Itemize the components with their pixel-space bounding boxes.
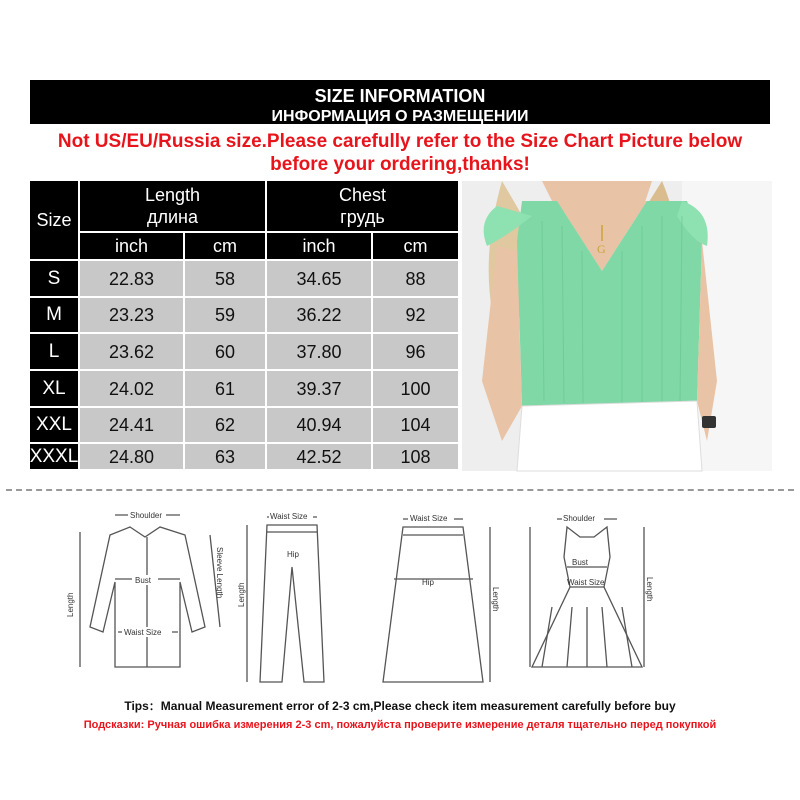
skirt-diagram xyxy=(378,507,503,692)
table-cell: 61 xyxy=(185,371,265,406)
table-cell: 24.41 xyxy=(80,408,183,442)
table-cell: 36.22 xyxy=(267,298,371,332)
skirt-length-label: Length xyxy=(491,587,500,612)
table-cell: 37.80 xyxy=(267,334,371,369)
table-cell: 34.65 xyxy=(267,261,371,296)
unit-header: inch xyxy=(267,233,371,259)
dress-shoulder-label: Shoulder xyxy=(563,514,596,523)
table-cell: 88 xyxy=(373,261,458,296)
table-cell: 24.02 xyxy=(80,371,183,406)
size-table xyxy=(30,181,460,471)
watch xyxy=(702,416,716,428)
banner-title: SIZE INFORMATION xyxy=(314,86,486,106)
table-cell: 58 xyxy=(185,261,265,296)
table-cell: 60 xyxy=(185,334,265,369)
table-cell: 24.80 xyxy=(80,444,183,469)
table-cell: 108 xyxy=(373,444,458,469)
shirt-shoulder-label: Shoulder xyxy=(130,511,163,520)
dress-bust-label: Bust xyxy=(572,558,589,567)
table-cell: 22.83 xyxy=(80,261,183,296)
section-divider xyxy=(6,489,794,491)
size-notice-line1: Not US/EU/Russia size.Please carefully refer to the Size Chart Picture below xyxy=(57,131,743,152)
table-cell: 42.52 xyxy=(267,444,371,469)
table-cell: 23.62 xyxy=(80,334,183,369)
size-label: XXL xyxy=(30,408,78,442)
white-jeans xyxy=(517,401,702,471)
pants-waist-label: Waist Size xyxy=(270,512,308,521)
size-label: XL xyxy=(30,371,78,406)
table-cell: 59 xyxy=(185,298,265,332)
tips-english: Tips：Manual Measurement error of 2-3 cm,Please check item measurement carefully before buy xyxy=(124,699,676,713)
size-label: XXXL xyxy=(30,444,78,469)
unit-header: inch xyxy=(80,233,183,259)
dress-length-label: Length xyxy=(645,577,654,602)
size-label: L xyxy=(30,334,78,369)
shirt-waist-label: Waist Size xyxy=(124,628,162,637)
shirt-diagram xyxy=(60,507,235,692)
length-label: Length xyxy=(144,185,201,205)
unit-header: cm xyxy=(185,233,265,259)
shirt-length-label: Length xyxy=(66,592,75,617)
chest-label: Chest xyxy=(338,185,387,205)
banner-title-ru: ИНФОРМАЦИЯ О РАЗМЕЩЕНИИ xyxy=(271,108,529,125)
length-column-header xyxy=(80,181,265,231)
dress-waist-label: Waist Size xyxy=(567,578,605,587)
table-cell: 23.23 xyxy=(80,298,183,332)
size-column-header: Size xyxy=(30,181,78,259)
size-info-banner xyxy=(30,80,770,124)
shirt-sleeve-label: Sleeve Length xyxy=(215,547,224,599)
table-cell: 63 xyxy=(185,444,265,469)
chest-column-header xyxy=(267,181,458,231)
size-label: M xyxy=(30,298,78,332)
table-cell: 40.94 xyxy=(267,408,371,442)
chest-label-ru: грудь xyxy=(340,207,385,227)
skirt-hip-label: Hip xyxy=(422,578,435,587)
product-photo xyxy=(462,181,772,471)
pants-hip-label: Hip xyxy=(287,550,300,559)
dress-diagram xyxy=(522,507,652,692)
table-cell: 92 xyxy=(373,298,458,332)
shirt-bust-label: Bust xyxy=(135,576,152,585)
skirt-waist-label: Waist Size xyxy=(410,514,448,523)
pants-length-label: Length xyxy=(237,582,246,607)
table-cell: 104 xyxy=(373,408,458,442)
unit-header: cm xyxy=(373,233,458,259)
pants-diagram xyxy=(232,507,342,692)
table-cell: 39.37 xyxy=(267,371,371,406)
svg-text:G: G xyxy=(597,242,606,256)
size-label: S xyxy=(30,261,78,296)
table-cell: 96 xyxy=(373,334,458,369)
table-cell: 100 xyxy=(373,371,458,406)
size-notice-line2: before your ordering,thanks! xyxy=(270,154,530,175)
table-cell: 62 xyxy=(185,408,265,442)
length-label-ru: длина xyxy=(146,207,198,227)
tips-russian: Подсказки: Ручная ошибка измерения 2-3 cm, пожалуйста проверите измерение деталя тщательно перед покупкой xyxy=(83,719,717,731)
